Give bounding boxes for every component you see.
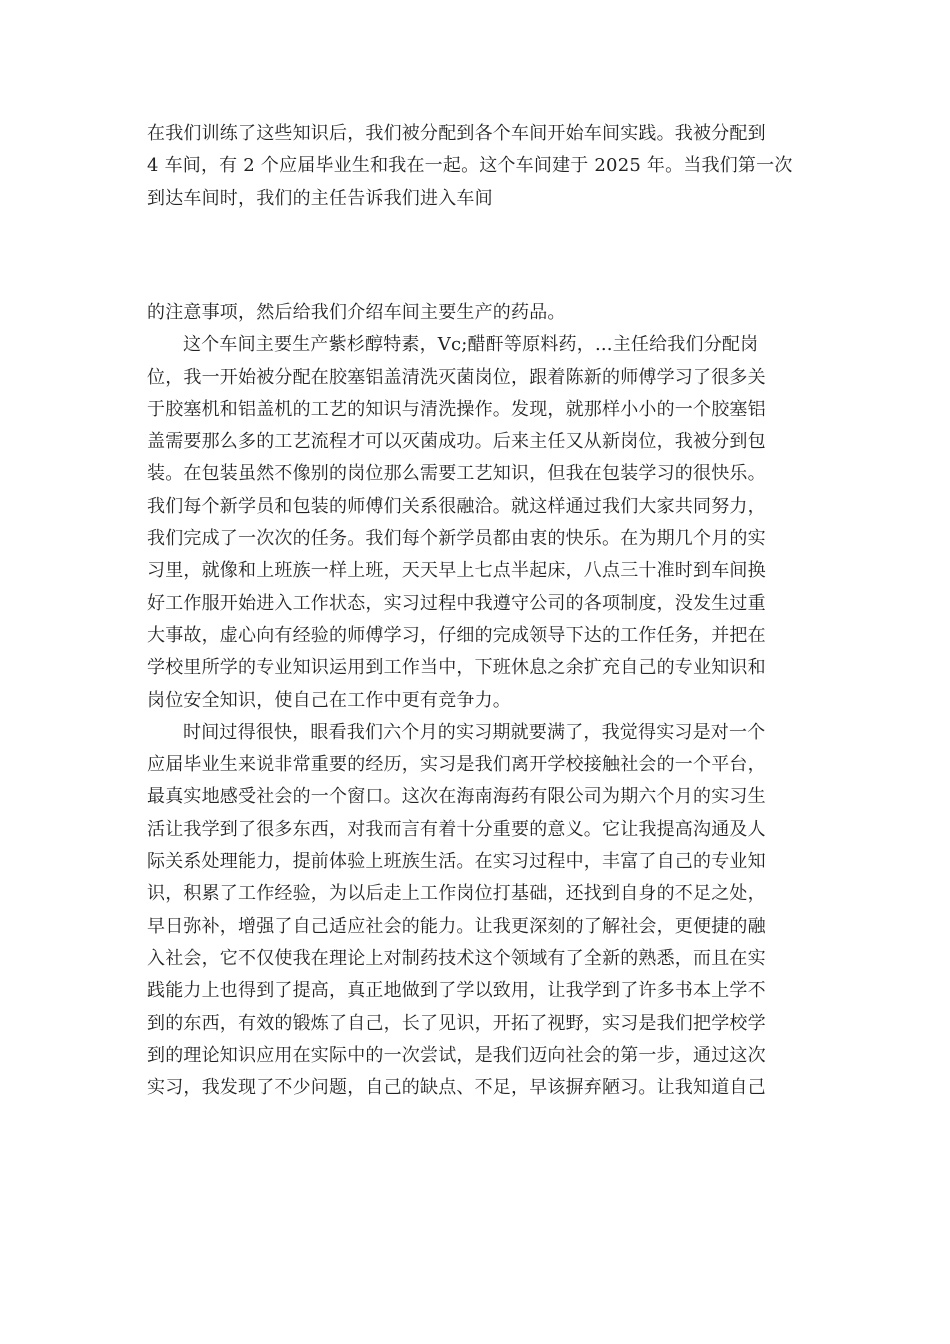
text-line: 到达车间时，我们的主任告诉我们进入车间: [147, 187, 493, 209]
text-line: 我们完成了一次次的任务。我们每个新学员都由衷的快乐。在为期几个月的实: [147, 528, 766, 550]
text-line: 到的东西，有效的锻炼了自己，长了见识，开拓了视野，实习是我们把学校学: [147, 1012, 766, 1034]
text-line: 大事故，虚心向有经验的师傅学习，仔细的完成领导下达的工作任务，并把在: [147, 624, 766, 646]
text-line: 于胶塞机和铝盖机的工艺的知识与清洗操作。发现，就那样小小的一个胶塞铝: [147, 398, 766, 420]
text-line: 在我们训练了这些知识后，我们被分配到各个车间开始车间实践。我被分配到: [147, 123, 766, 144]
text-line: 践能力上也得到了提高，真正地做到了学以致用，让我学到了许多书本上学不: [147, 980, 766, 1002]
text-line: 活让我学到了很多东西，对我而言有着十分重要的意义。它让我提高沟通及人: [147, 818, 766, 840]
text-line: 的注意事项，然后给我们介绍车间主要生产的药品。: [147, 302, 566, 323]
text-line: 际关系处理能力，提前体验上班族生活。在实习过程中，丰富了自己的专业知: [147, 851, 766, 873]
paragraph-start-line: 这个车间主要生产紫杉醇特素，Vc;醋酐等原料药，...主任给我们分配岗: [183, 334, 759, 356]
text-line: 盖需要那么多的工艺流程才可以灭菌成功。后来主任又从新岗位，我被分到包: [147, 431, 766, 453]
text-block-main: [147, 297, 801, 1104]
text-line: 识，积累了工作经验，为以后走上工作岗位打基础，还找到自身的不足之处，: [147, 883, 766, 905]
text-line: 早日弥补，增强了自己适应社会的能力。让我更深刻的了解社会，更便捷的融: [147, 915, 766, 937]
text-line: 我们每个新学员和包装的师傅们关系很融洽。就这样通过我们大家共同努力，: [147, 495, 766, 517]
text-block-top: [147, 118, 801, 215]
text-line: 4 车间，有 2 个应届毕业生和我在一起。这个车间建于 2025 年。当我们第一次: [147, 155, 793, 177]
text-line: 习里，就像和上班族一样上班，天天早上七点半起床，八点三十准时到车间换: [147, 560, 766, 582]
text-line: 岗位安全知识，使自己在工作中更有竞争力。: [147, 689, 511, 711]
paragraph-start-line: 时间过得很快，眼看我们六个月的实习期就要满了，我觉得实习是对一个: [183, 721, 766, 743]
text-line: 位，我一开始被分配在胶塞铝盖清洗灭菌岗位，跟着陈新的师傅学习了很多关: [147, 366, 766, 388]
text-line: 实习，我发现了不少问题，自己的缺点、不足，早该摒弃陋习。让我知道自己: [147, 1077, 766, 1099]
text-line: 到的理论知识应用在实际中的一次尝试，是我们迈向社会的第一步，通过这次: [147, 1044, 766, 1066]
text-line: 好工作服开始进入工作状态，实习过程中我遵守公司的各项制度，没发生过重: [147, 592, 766, 614]
text-line: 装。在包装虽然不像别的岗位那么需要工艺知识，但我在包装学习的很快乐。: [147, 463, 766, 485]
text-line: 入社会，它不仅使我在理论上对制药技术这个领域有了全新的熟悉，而且在实: [147, 947, 766, 969]
text-line: 最真实地感受社会的一个窗口。这次在海南海药有限公司为期六个月的实习生: [147, 786, 766, 808]
text-line: 应届毕业生来说非常重要的经历，实习是我们离开学校接触社会的一个平台，: [147, 754, 766, 776]
text-line: 学校里所学的专业知识运用到工作当中，下班休息之余扩充自己的专业知识和: [147, 657, 766, 679]
